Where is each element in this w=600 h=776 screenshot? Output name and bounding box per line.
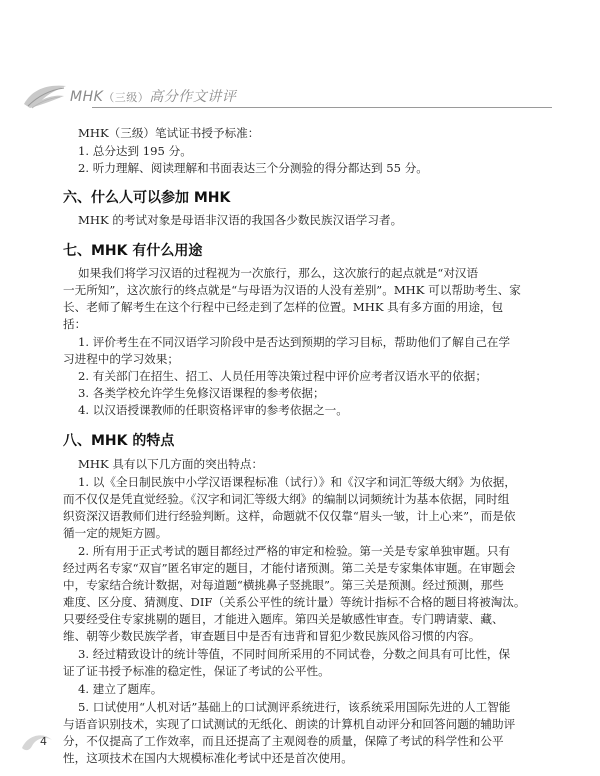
section-7-paragraph-line: 括： — [63, 317, 87, 331]
feature-5-line: 分，不仅提高了工作效率，而且还提高了主观阅卷的质量，保障了考试的科学性和公平 — [63, 734, 504, 748]
feature-5-line: 5. 口试使用“人机对话”基础上的口试测评系统进行，该系统采用国际先进的人工智能 — [78, 700, 511, 714]
section-7-paragraph-line: 如果我们将学习汉语的过程视为一次旅行，那么，这次旅行的起点就是“对汉语 — [78, 266, 479, 280]
feature-4-line: 4. 建立了题库。 — [78, 682, 163, 696]
feature-3-line: 3. 经过精致设计的统计等值，不同时间所采用的不同试卷，分数之间具有可比性，保 — [78, 647, 511, 661]
feature-1-line: 而不仅仅是凭直觉经验。《汉字和词汇等级大纲》的编制以词频统计为基本依据，同时组 — [63, 492, 510, 506]
feature-1-line: 织资深汉语教师们进行经验判断。这样，命题就不仅仅靠“眉头一皱，计上心来”，而是依 — [63, 509, 516, 523]
section-7-paragraph-line: 长、老师了解考生在这个行程中已经走到了怎样的位置。MHK 具有多方面的用途，包 — [63, 300, 504, 314]
section-7-item-1: 1. 评价考生在不同汉语学习阶段中是否达到预期的学习目标，帮助他们了解自己在学 — [78, 335, 511, 349]
certificate-standard-line: MHK（三级）笔试证书授予标准： — [78, 126, 260, 140]
certificate-item-2: 2. 听力理解、阅读理解和书面表达三个分测验的得分都达到 55 分。 — [78, 161, 428, 175]
feature-2-line: 维、朝等少数民族学者，审查题目中是否有违背和冒犯少数民族风俗习惯的内容。 — [63, 629, 481, 643]
certificate-item-1: 1. 总分达到 195 分。 — [78, 144, 192, 158]
section-7-paragraph-line: 一无所知”，这次旅行的终点就是“与母语为汉语的人没有差别”。MHK 可以帮助考生、家 — [63, 283, 521, 297]
section-7-item-3: 3. 各类学校允许学生免修汉语课程的参考依据； — [78, 386, 325, 400]
section-6-heading: 六、什么人可以参加 MHK — [63, 190, 231, 206]
section-6-text: MHK 的考试对象是母语非汉语的我国各少数民族汉语学习者。 — [78, 213, 403, 227]
feature-2-line: 只要经受住专家挑剔的题目，才能进入题库。第四关是敏感性审查。专门聘请蒙、藏、 — [63, 612, 504, 626]
feature-5-line: 与语音识别技术，实现了口试测试的无纸化、朗读的计算机自动评分和回答问题的辅助评 — [63, 717, 516, 731]
swirl-ornament-icon — [18, 728, 58, 754]
running-header-title: MHK（三级）高分作文讲评 — [70, 89, 237, 105]
feature-2-line: 2. 所有用于正式考试的题目都经过严格的审定和检验。第一关是专家单独审题。只有 — [78, 544, 511, 558]
section-8-intro: MHK 具有以下几方面的突出特点： — [78, 457, 264, 471]
feature-5-line: 性，这项技术在国内大规模标准化考试中还是首次使用。 — [63, 751, 353, 765]
section-7-heading: 七、MHK 有什么用途 — [63, 243, 203, 259]
section-7-item-2: 2. 有关部门在招生、招工、人员任用等决策过程中评价应考者汉语水平的依据； — [78, 369, 487, 383]
page-number: 4 — [40, 735, 47, 748]
feature-1-line: 1. 以《全日制民族中小学汉语课程标准（试行）》和《汉字和词汇等级大纲》为依据， — [78, 475, 516, 489]
header-rule — [92, 107, 552, 108]
section-7-item-4: 4. 以汉语授课教师的任职资格评审的参考依据之一。 — [78, 403, 348, 417]
section-8-heading: 八、MHK 的特点 — [63, 433, 175, 449]
feather-swirl-icon — [20, 82, 72, 112]
section-7-item-1-cont: 习进程中的学习效果； — [63, 352, 179, 366]
feature-2-line: 难度、区分度、猜测度、DIF（关系公平性的统计量）等统计指标不合格的题目将被淘汰。 — [63, 595, 526, 609]
feature-3-line: 证了证书授予标准的稳定性，保证了考试的公平性。 — [63, 664, 330, 678]
feature-2-line: 经过两名专家“双盲”匿名审定的题目，才能付诸预测。第二关是专家集体审题。在审题会 — [63, 561, 516, 575]
feature-2-line: 中，专家结合统计数据，对每道题“横挑鼻子竖挑眼”。第三关是预测。经过预测，那些 — [63, 578, 504, 592]
feature-1-line: 循一定的规矩方圆。 — [63, 526, 168, 540]
